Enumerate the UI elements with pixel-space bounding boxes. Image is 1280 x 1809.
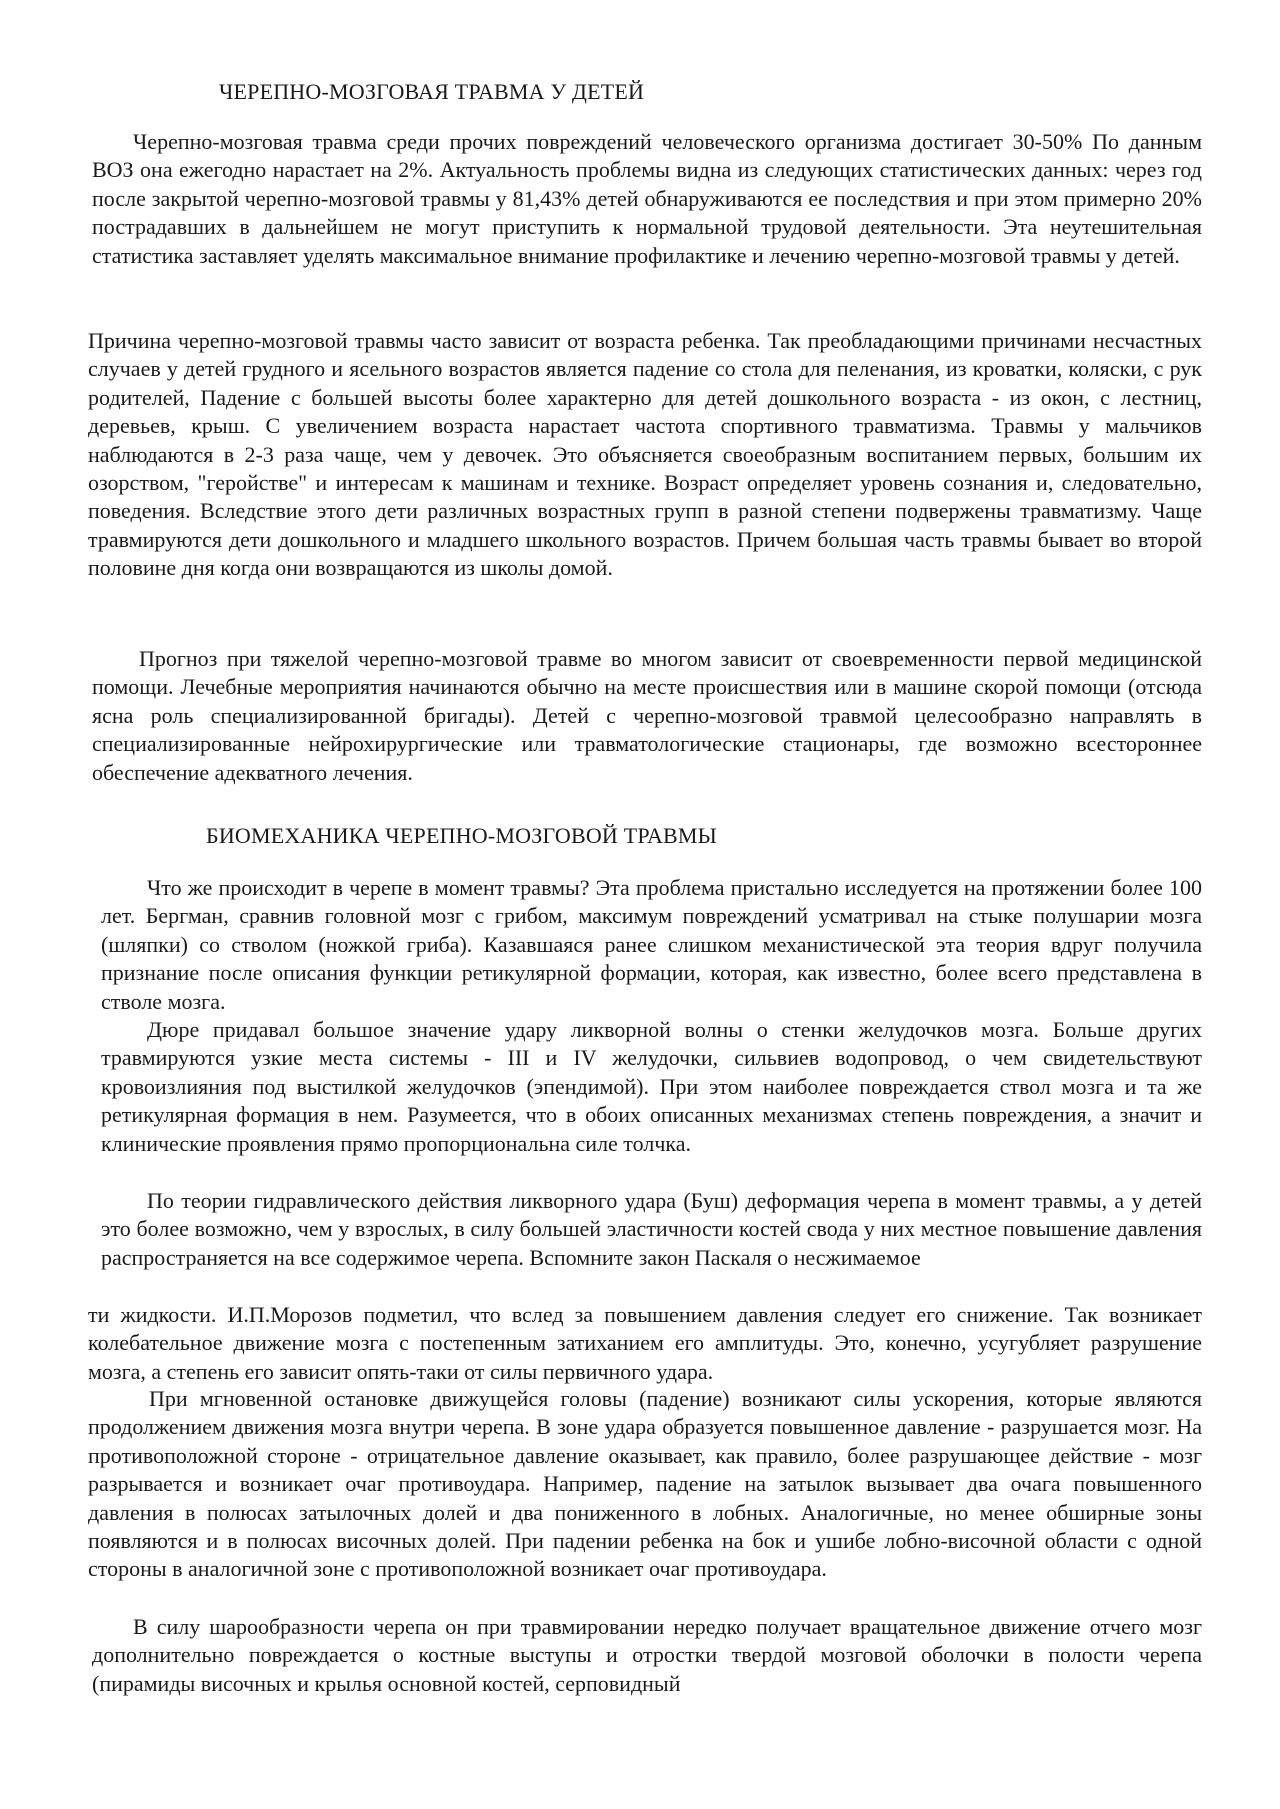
paragraph-acceleration: При мгновенной остановке движущейся головы (падение) возникают силы ускорения, которые являются продолжением движения мозга внутри черепа. В зоне удара образуется повышенное давление - разрушается мозг. На противоположной стороне - отрицательное давление оказывает, как правило, более разрушающее действие - мозг разрывается и возникает очаг противоудара. Например, падение на затылок вызывает два очага повышенного давления в полюсах затылочных долей и два пониженного в лобных. Аналогичные, но менее обширные зоны появляются и в полюсах височных долей. При падении ребенка на бок и ушибе лобно-височной области с одной стороны в аналогичной зоне с противоположной возникает очаг противоудара. <box>88 1386 1202 1582</box>
paragraph-statistics: Черепно-мозговая травма среди прочих повреждений человеческого организма достигает 30-50% По данным ВОЗ она ежегодно нарастает на 2%. Актуальность проблемы видна из следующих статистических данных: через год после закрытой черепно-мозговой травмы у 81,43% детей обнаруживаются ее последствия и при этом примерно 20% пострадавших в дальнейшем не могут приступить к нормальной трудовой деятельности. Эта неутешительная статистика заставляет уделять максимальное внимание профилактике и лечению черепно-мозговой травмы у детей. <box>92 129 1202 268</box>
paragraph-dure: Дюре придавал большое значение удару ликворной волны о стенки желудочков мозга. Больше других травмируются узкие места системы - III и IV желудочки, сильвиев водопровод, о чем свидетельствуют кровоизлияния под выстилкой желудочков (эпендимой). При этом наиболее повреждается ствол мозга и та же ретикулярная формация в нем. Разумеется, что в обоих описанных механизмах степень повреждения, а значит и клинические проявления прямо пропорциональна силе толчка. <box>101 1017 1202 1156</box>
paragraph-prognosis: Прогноз при тяжелой черепно-мозговой травме во многом зависит от своевременности первой медицинской помощи. Лечебные мероприятия начинаются обычно на месте происшествия или в машине скорой помощи (отсюда ясна роль специализированной бригады). Детей с черепно-мозговой травмой целесообразно направлять в специализированные нейрохирургические или травматологические стационары, где возможно всестороннее обеспечение адекватного лечения. <box>92 646 1202 785</box>
section-title: БИОМЕХАНИКА ЧЕРЕПНО-МОЗГОВОЙ ТРАВМЫ <box>206 823 718 848</box>
paragraph-causes: Причина черепно-мозговой травмы часто зависит от возраста ребенка. Так преобладающими причинами несчастных случаев у детей грудного и ясельного возрастов является падение со стола для пеленания, из кроватки, коляски, с рук родителей, Падение с большей высоты более характерно для детей дошкольного возраста - из окон, с лестниц, деревьев, крыш. С увеличением возраста нарастает частота спортивного травматизма. Травмы у мальчиков наблюдаются в 2-3 раза чаще, чем у девочек. Это объясняется своеобразным воспитанием первых, большим их озорством, "геройстве" и интересам к машинам и технике. Возраст определяет уровень сознания и, следовательно, поведения. Вследствие этого дети различных возрастных групп в разной степени подвержены травматизму. Чаще травмируются дети дошкольного и младшего школьного возрастов. Причем большая часть травмы бывает во второй половине дня когда они возвращаются из школы домой. <box>88 328 1202 581</box>
paragraph-hydraulic-theory: По теории гидравлического действия ликворного удара (Буш) деформация черепа в момент травмы, а у детей это более возможно, чем у взрослых, в силу большей эластичности костей свода у них местное повышение давления распространяется на все содержимое черепа. Вспомните закон Паскаля о несжимаемое <box>101 1188 1202 1270</box>
document-title: ЧЕРЕПНО-МОЗГОВАЯ ТРАВМА У ДЕТЕЙ <box>219 79 645 104</box>
paragraph-morozov: ти жидкости. И.П.Морозов подметил, что вслед за повышением давления следует его снижение. Так возникает колебательное движение мозга с постепенным затиханием его амплитуды. Это, конечно, усугубляет разрушение мозга, а степень его зависит опять-таки от силы первичного удара. <box>88 1302 1202 1384</box>
paragraph-bergman: Что же происходит в черепе в момент травмы? Эта проблема пристально исследуется на протяжении более 100 лет. Бергман, сравнив головной мозг с грибом, максимум повреждений усматривал на стыке полушарии мозга (шляпки) со стволом (ножкой гриба). Казавшаяся ранее слишком механистической эта теория вдруг получила признание после описания функции ретикулярной формации, которая, как известно, более всего представлена в стволе мозга. <box>101 875 1202 1014</box>
paragraph-rotation: В силу шарообразности черепа он при травмировании нередко получает вращательное движение отчего мозг дополнительно повреждается о костные выступы и отростки твердой мозговой оболочки в полости черепа (пирамиды височных и крылья основной костей, серповидный <box>92 1614 1202 1696</box>
